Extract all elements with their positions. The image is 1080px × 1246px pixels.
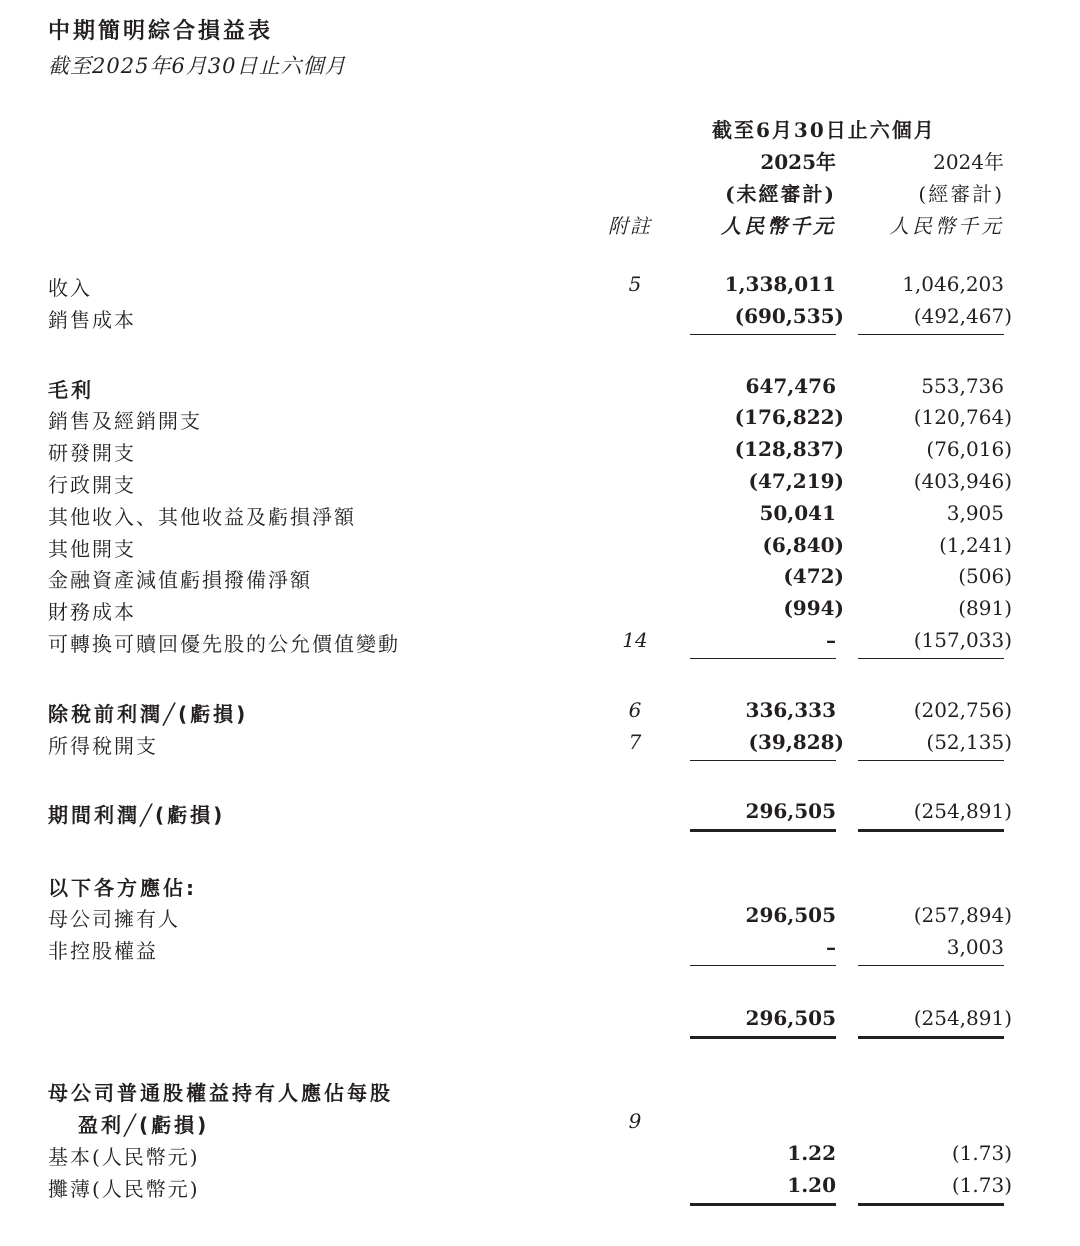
table-row: [0, 1006, 1080, 1036]
row-value-2024: (157,033): [913, 628, 1012, 652]
year-2024-heading: 2024年: [933, 150, 1004, 174]
subtotal-rule: [690, 760, 836, 761]
table-row: [0, 872, 1080, 902]
year-2025-heading: 2025年: [760, 150, 836, 174]
table-row: [0, 628, 1080, 658]
table-row: [0, 374, 1080, 404]
table-row: [0, 730, 1080, 760]
row-label: 銷售及經銷開支: [48, 409, 202, 433]
row-value-2025: (6,840): [762, 533, 844, 557]
row-label: 所得稅開支: [48, 734, 158, 758]
row-value-2025: 296,505: [745, 903, 836, 927]
table-row: [0, 1173, 1080, 1203]
subtotal-rule: [858, 965, 1004, 966]
row-value-2025: 1.22: [787, 1141, 836, 1165]
row-value-2025: (128,837): [734, 437, 844, 461]
subtotal-rule: [858, 658, 1004, 659]
row-label: 財務成本: [48, 600, 136, 624]
row-note: 6: [628, 698, 642, 722]
table-row: [0, 799, 1080, 829]
row-value-2025: 647,476: [745, 374, 836, 398]
row-value-2025: (39,828): [748, 730, 844, 754]
table-row: [0, 304, 1080, 334]
row-value-2025: 296,505: [745, 1006, 836, 1030]
table-row: [0, 903, 1080, 933]
table-row: [0, 1109, 1080, 1139]
row-label: 攤薄(人民幣元): [48, 1177, 200, 1201]
total-rule: [858, 1203, 1004, 1206]
row-value-2024: 553,736: [921, 374, 1004, 398]
statement-subtitle: 截至2025年6月30日止六個月: [48, 54, 347, 78]
audit-2024-heading: (經審計): [918, 182, 1004, 206]
row-value-2024: (202,756): [913, 698, 1012, 722]
row-value-2025: (472): [783, 564, 844, 588]
table-row: [0, 405, 1080, 435]
table-row: [0, 596, 1080, 626]
table-row: [0, 469, 1080, 499]
statement-title: 中期簡明綜合損益表: [48, 19, 274, 44]
row-label: 行政開支: [48, 473, 136, 497]
row-value-2024: (257,894): [913, 903, 1012, 927]
row-value-2024: 3,003: [946, 935, 1004, 959]
row-value-2024: (506): [958, 564, 1012, 588]
total-rule: [858, 1036, 1004, 1039]
row-value-2025: (994): [783, 596, 844, 620]
total-rule: [690, 1203, 836, 1206]
unit-2024-heading: 人民幣千元: [889, 214, 1004, 238]
row-value-2024: (76,016): [926, 437, 1012, 461]
table-row: [0, 533, 1080, 563]
table-row: [0, 1077, 1080, 1107]
row-label: 除稅前利潤╱(虧損): [48, 702, 249, 726]
row-note: 14: [622, 628, 648, 652]
row-value-2024: 1,046,203: [902, 272, 1004, 296]
row-value-2025: 336,333: [745, 698, 836, 722]
subtotal-rule: [858, 334, 1004, 335]
row-label: 金融資產減值虧損撥備淨額: [48, 568, 312, 592]
row-label: 基本(人民幣元): [48, 1145, 200, 1169]
row-value-2024: (492,467): [913, 304, 1012, 328]
total-rule: [690, 829, 836, 832]
row-value-2024: (1.73): [951, 1141, 1012, 1165]
row-value-2024: (52,135): [926, 730, 1012, 754]
table-row: [0, 1141, 1080, 1171]
row-label: 銷售成本: [48, 308, 136, 332]
row-value-2024: (254,891): [913, 1006, 1012, 1030]
row-label: 毛利: [48, 378, 94, 402]
row-label: 盈利╱(虧損): [78, 1113, 210, 1137]
row-value-2025: 1.20: [787, 1173, 836, 1197]
row-label: 其他收入、其他收益及虧損淨額: [48, 505, 356, 529]
subtotal-rule: [690, 658, 836, 659]
row-label: 其他開支: [48, 537, 136, 561]
row-value-2025: –: [826, 628, 836, 652]
row-note: 9: [628, 1109, 642, 1133]
total-rule: [690, 1036, 836, 1039]
period-heading: 截至6月30日止六個月: [712, 118, 936, 142]
row-value-2025: 1,338,011: [724, 272, 836, 296]
table-row: [0, 935, 1080, 965]
row-label: 母公司普通股權益持有人應佔每股: [48, 1081, 393, 1105]
table-row: [0, 698, 1080, 728]
row-label: 研發開支: [48, 441, 136, 465]
table-row: [0, 501, 1080, 531]
row-value-2025: 50,041: [759, 501, 836, 525]
row-value-2025: 296,505: [745, 799, 836, 823]
row-label: 收入: [48, 276, 92, 300]
table-row: [0, 564, 1080, 594]
row-label: 可轉換可贖回優先股的公允價值變動: [48, 632, 400, 656]
subtotal-rule: [690, 965, 836, 966]
table-row: [0, 272, 1080, 302]
row-value-2025: –: [826, 935, 836, 959]
row-label: 以下各方應佔:: [48, 876, 197, 900]
row-value-2024: 3,905: [946, 501, 1004, 525]
row-value-2025: (176,822): [734, 405, 844, 429]
row-label: 期間利潤╱(虧損): [48, 803, 226, 827]
table-row: [0, 437, 1080, 467]
row-note: 5: [628, 272, 642, 296]
row-value-2024: (254,891): [913, 799, 1012, 823]
row-label: 母公司擁有人: [48, 907, 180, 931]
audit-2025-heading: (未經審計): [725, 182, 836, 206]
row-value-2024: (120,764): [913, 405, 1012, 429]
row-value-2024: (1.73): [951, 1173, 1012, 1197]
subtotal-rule: [858, 760, 1004, 761]
row-value-2024: (891): [958, 596, 1012, 620]
row-value-2024: (1,241): [939, 533, 1012, 557]
row-value-2025: (47,219): [748, 469, 844, 493]
row-note: 7: [628, 730, 642, 754]
unit-2025-heading: 人民幣千元: [721, 214, 836, 238]
row-label: 非控股權益: [48, 939, 158, 963]
row-value-2025: (690,535): [734, 304, 844, 328]
total-rule: [858, 829, 1004, 832]
row-value-2024: (403,946): [913, 469, 1012, 493]
subtotal-rule: [690, 334, 836, 335]
note-heading: 附註: [608, 214, 652, 238]
